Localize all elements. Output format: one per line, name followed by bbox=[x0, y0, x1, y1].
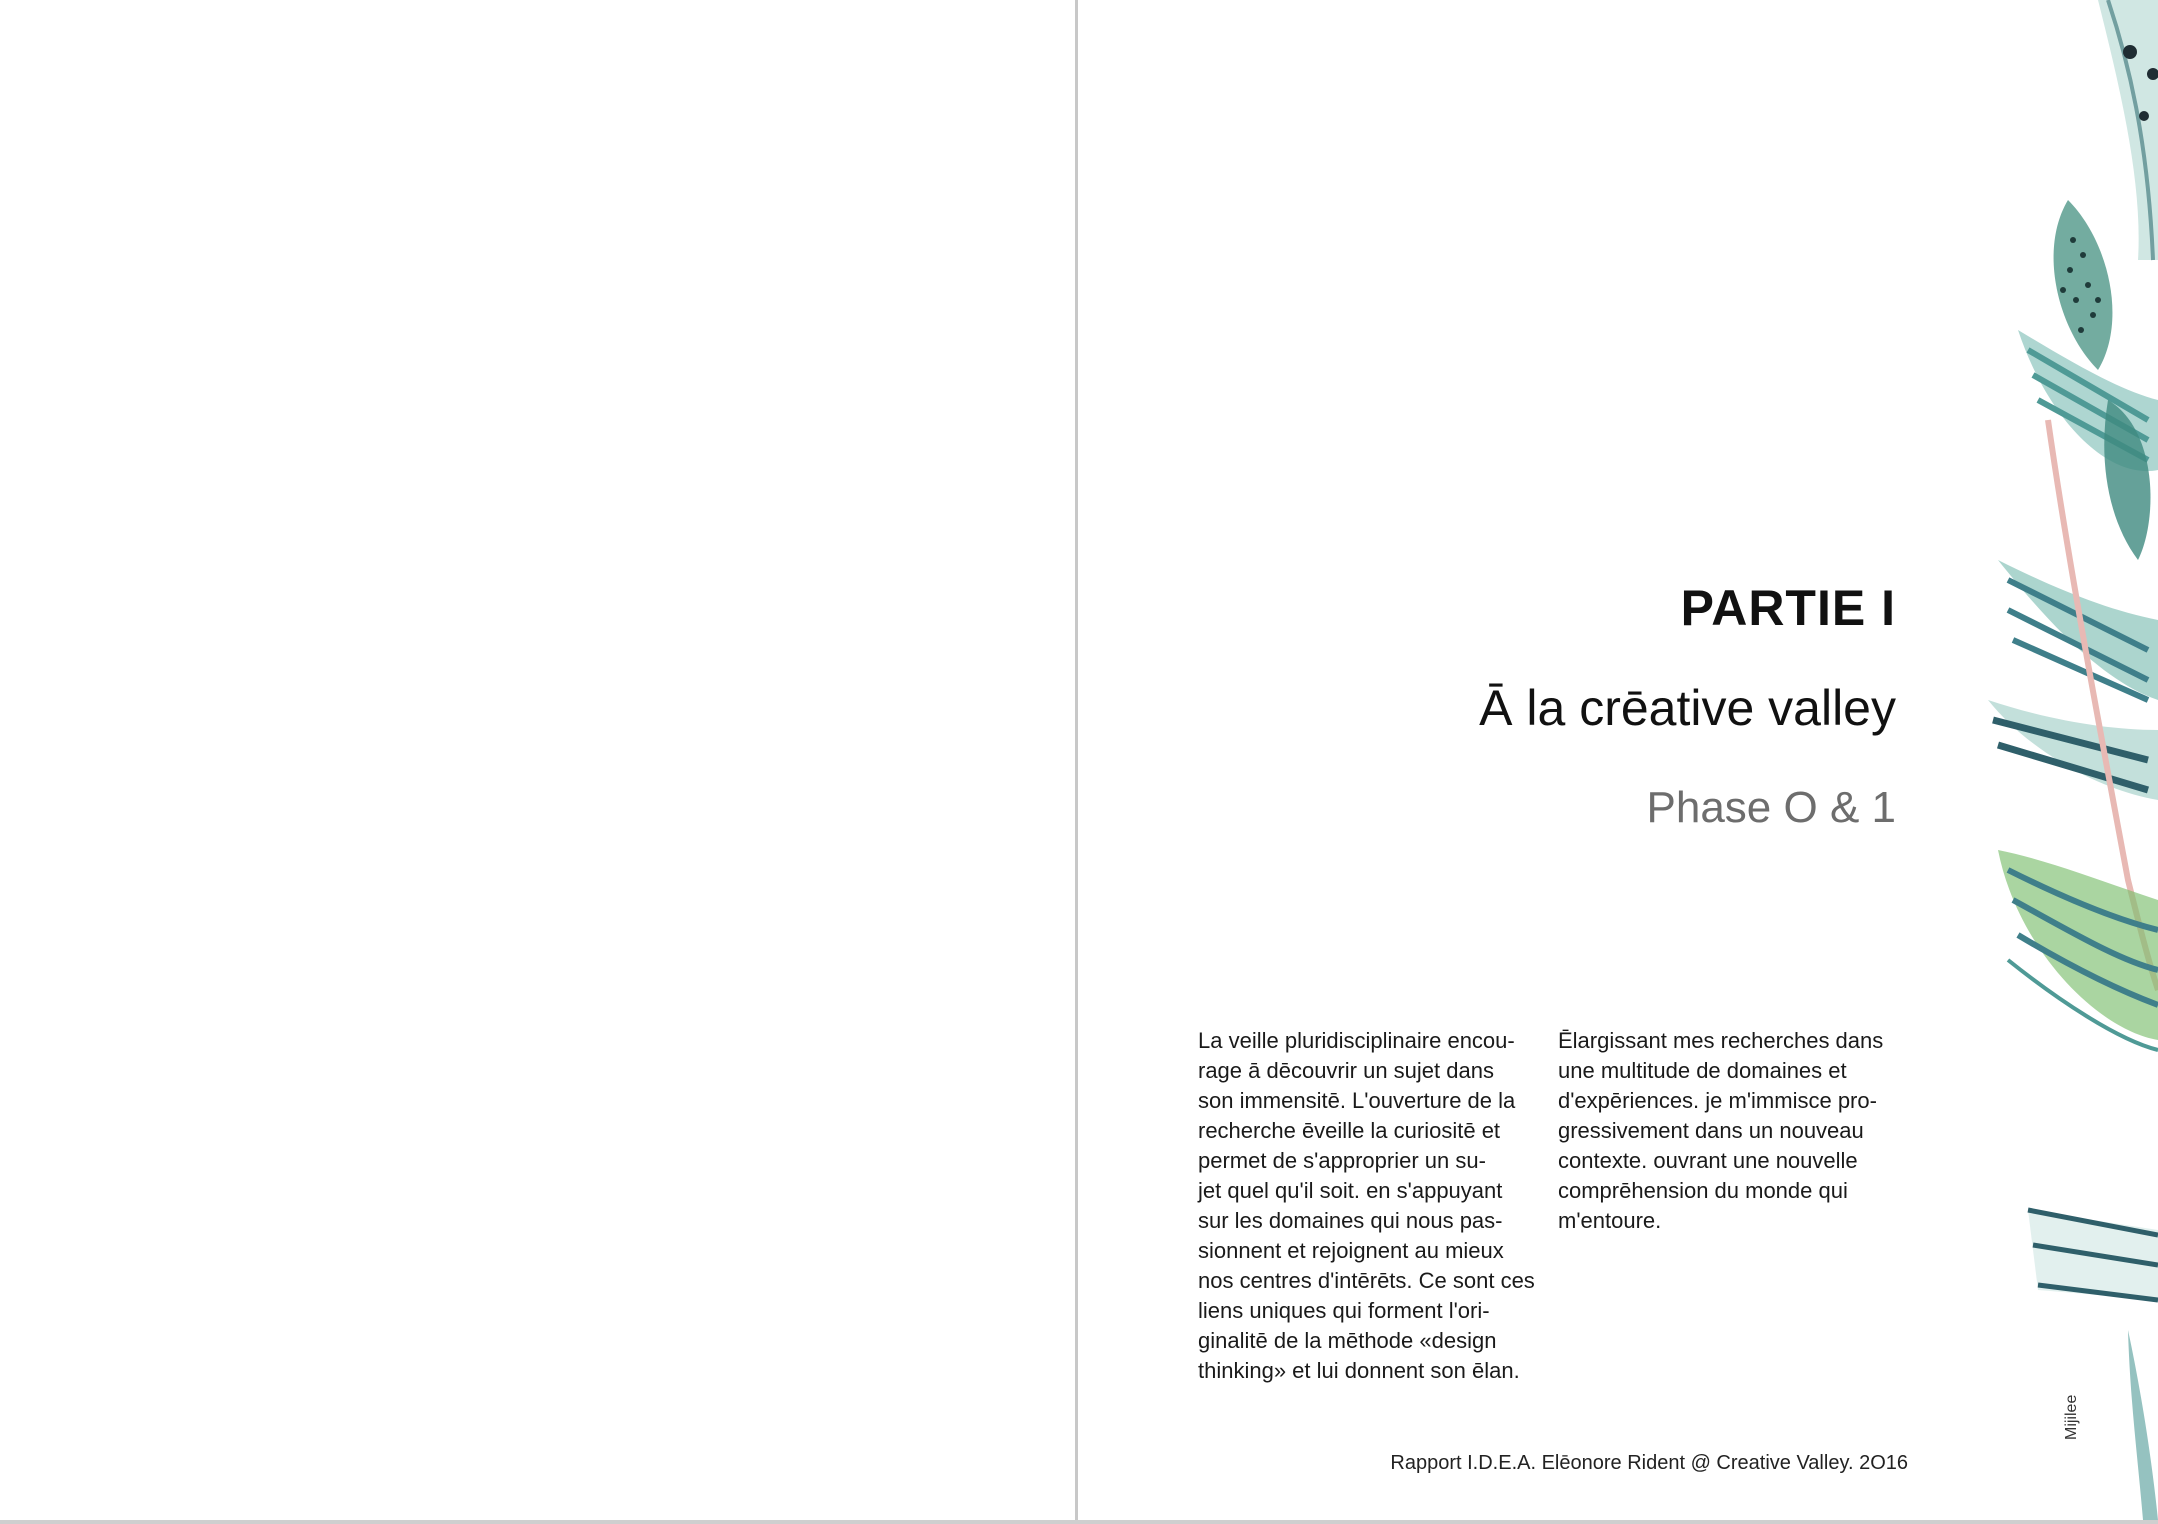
body-column-left bbox=[1198, 1026, 1538, 1386]
page-footer: Rapport I.D.E.A. Elēonore Rident @ Creative Valley. 2O16 bbox=[1390, 1452, 1908, 1474]
page-bottom-edge bbox=[0, 1520, 2158, 1524]
text-line: sionnent et rejoignent au mieux bbox=[1198, 1238, 1504, 1263]
text-line: m'entoure. bbox=[1558, 1208, 1662, 1233]
text-line: comprēhension du monde qui bbox=[1558, 1178, 1848, 1203]
section-title-block bbox=[1296, 578, 1896, 834]
text-line: permet de s'approprier un su- bbox=[1198, 1148, 1486, 1173]
text-line: d'expēriences. je m'immisce pro- bbox=[1558, 1088, 1877, 1113]
body-column-right bbox=[1558, 1026, 1898, 1236]
section-subtitle: Ā la crēative valley bbox=[1479, 680, 1896, 736]
text-line: contexte. ouvrant une nouvelle bbox=[1558, 1148, 1858, 1173]
watercolor-leaf-illustration bbox=[1898, 0, 2158, 1520]
left-page-blank bbox=[0, 0, 1075, 1520]
text-line: jet quel qu'il soit. en s'appuyant bbox=[1198, 1178, 1503, 1203]
part-title: PARTIE I bbox=[1680, 580, 1896, 636]
illustration-credit: Mijilee bbox=[2063, 1394, 2080, 1440]
text-line: rage ā dēcouvrir un sujet dans bbox=[1198, 1058, 1494, 1083]
text-line: Ēlargissant mes recherches dans bbox=[1558, 1028, 1884, 1053]
text-line: recherche ēveille la curiositē et bbox=[1198, 1118, 1501, 1143]
text-line: gressivement dans un nouveau bbox=[1558, 1118, 1864, 1143]
phase-label: Phase O & 1 bbox=[1646, 783, 1896, 832]
text-line: thinking» et lui donnent son ēlan. bbox=[1198, 1358, 1520, 1383]
text-line: son immensitē. L'ouverture de la bbox=[1198, 1088, 1516, 1113]
text-line: nos centres d'intērēts. Ce sont ces bbox=[1198, 1268, 1535, 1293]
text-line: ginalitē de la mēthode «design bbox=[1198, 1328, 1497, 1353]
text-line: une multitude de domaines et bbox=[1558, 1058, 1847, 1083]
text-line: sur les domaines qui nous pas- bbox=[1198, 1208, 1503, 1233]
right-page bbox=[1078, 0, 2158, 1520]
text-line: liens uniques qui forment l'ori- bbox=[1198, 1298, 1490, 1323]
text-line: La veille pluridisciplinaire encou- bbox=[1198, 1028, 1515, 1053]
